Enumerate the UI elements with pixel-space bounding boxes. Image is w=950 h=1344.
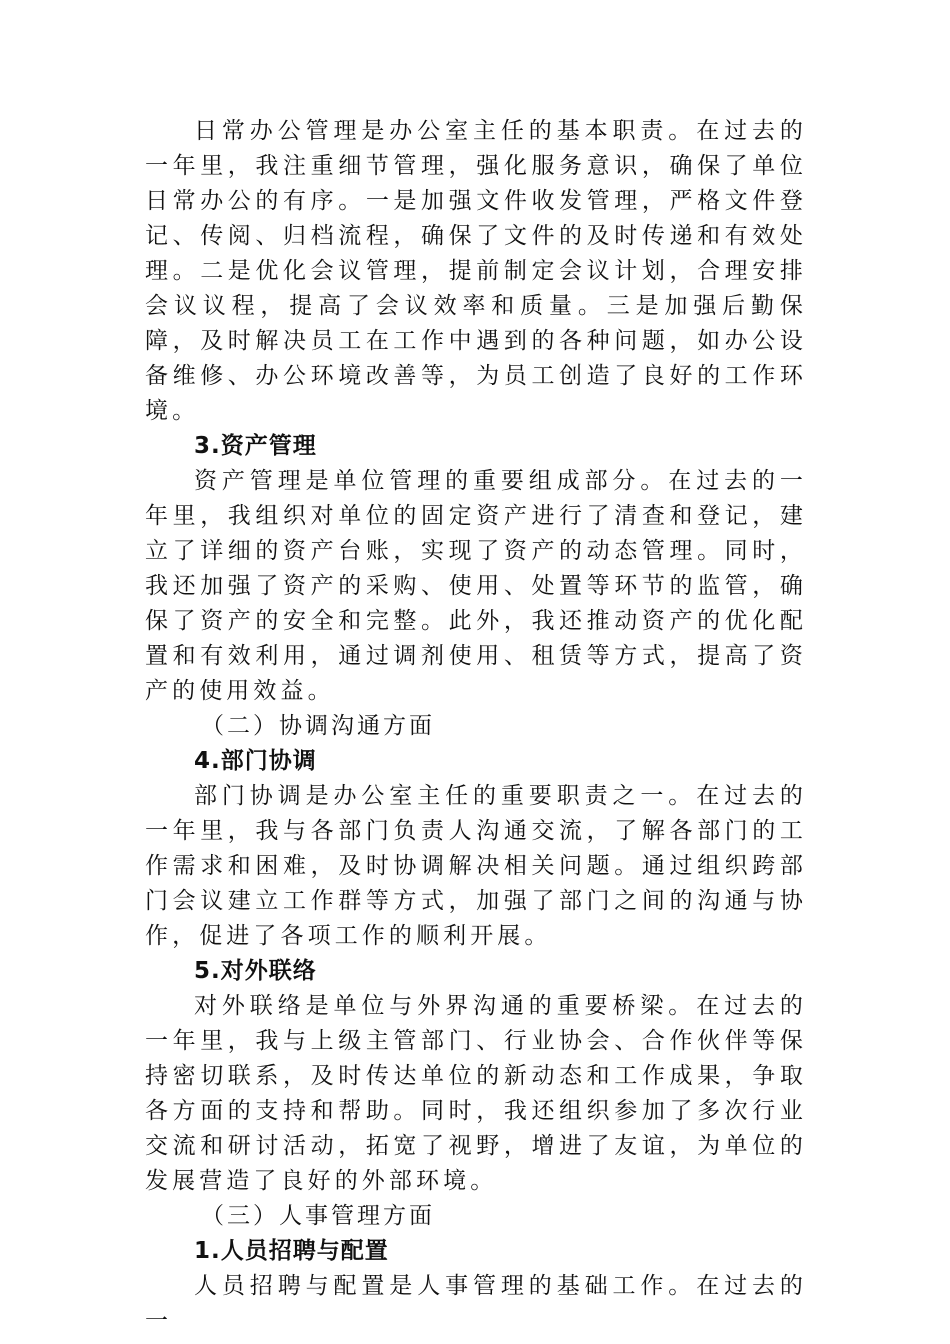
paragraph-asset-management: 资产管理是单位管理的重要组成部分。在过去的一年里，我组织对单位的固定资产进行了清查和登记，建立了详细的资产台账，实现了资产的动态管理。同时，我还加强了资产的采购、使用、处置等环节的监管，确保了资产的安全和完整。此外，我还推动资产的优化配置和有效利用，通过调剂使用、租赁等方式，提高了资产的使用效益。 (145, 468, 807, 704)
section-coordination: （二）协调沟通方面 (201, 713, 435, 739)
heading-recruitment: 1.人员招聘与配置 (194, 1238, 389, 1264)
section-personnel: （三）人事管理方面 (201, 1203, 435, 1229)
paragraph-department-coordination: 部门协调是办公室主任的重要职责之一。在过去的一年里，我与各部门负责人沟通交流，了解各部门的工作需求和困难，及时协调解决相关问题。通过组织跨部门会议建立工作群等方式，加强了部门之间的沟通与协作，促进了各项工作的顺利开展。 (145, 783, 807, 949)
paragraph-external-liaison: 对外联络是单位与外界沟通的重要桥梁。在过去的一年里，我与上级主管部门、行业协会、合作伙伴等保持密切联系，及时传达单位的新动态和工作成果，争取各方面的支持和帮助。同时，我还组织参加了多次行业交流和研讨活动，拓宽了视野，增进了友谊，为单位的发展营造了良好的外部环境。 (145, 993, 807, 1194)
document-page (145, 114, 807, 1339)
heading-asset-management: 3.资产管理 (194, 433, 317, 459)
heading-external-liaison: 5.对外联络 (194, 958, 317, 984)
paragraph-daily-office: 日常办公管理是办公室主任的基本职责。在过去的一年里，我注重细节管理，强化服务意识，确保了单位日常办公的有序。一是加强文件收发管理，严格文件登记、传阅、归档流程，确保了文件的及时传递和有效处理。二是优化会议管理，提前制定会议计划，合理安排会议议程，提高了会议效率和质量。三是加强后勤保障，及时解决员工在工作中遇到的各种问题，如办公设备维修、办公环境改善等，为员工创造了良好的工作环境。 (145, 118, 807, 424)
heading-department-coordination: 4.部门协调 (194, 748, 317, 774)
paragraph-recruitment: 人员招聘与配置是人事管理的基础工作。在过去的一 (145, 1273, 807, 1334)
